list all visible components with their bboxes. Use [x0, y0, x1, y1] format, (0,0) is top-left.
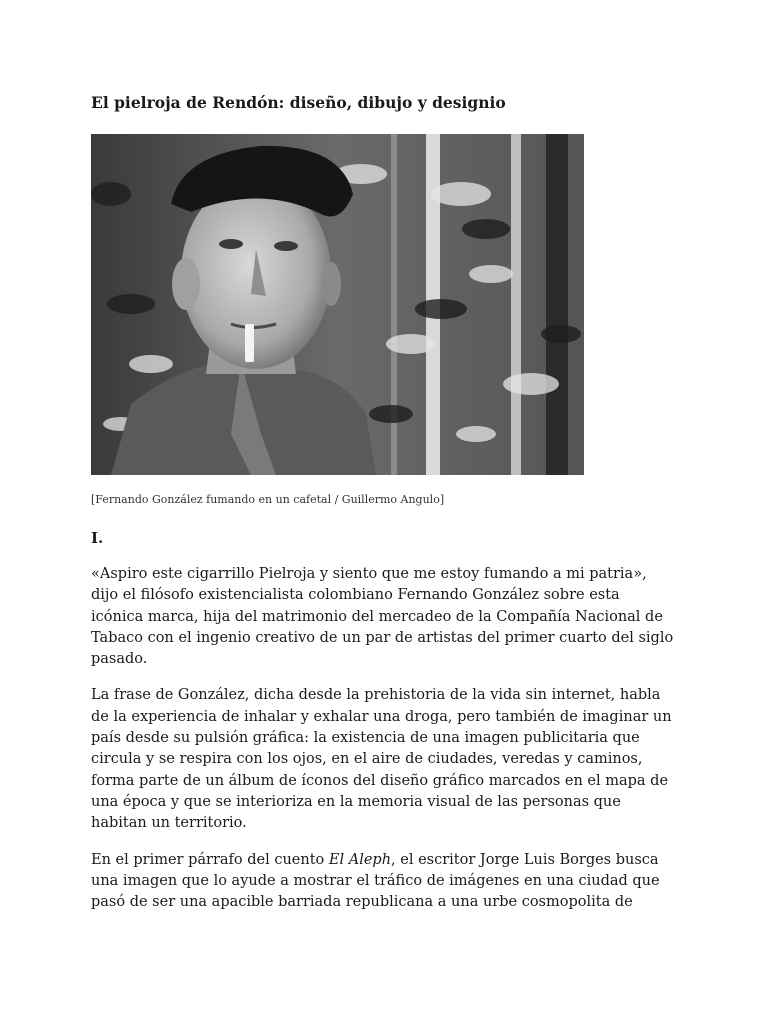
paragraph-2-line: La frase de González, dicha desde la prehistoria de la vida sin internet, habla [91, 687, 661, 704]
paragraph-1-line: pasado. [91, 651, 148, 668]
paragraph-1 [91, 564, 681, 670]
paragraph-1-line: Tabaco con el ingenio creativo de un par de artistas del primer cuarto del siglo [91, 629, 674, 646]
paragraph-2 [91, 685, 681, 834]
article-photo [91, 134, 584, 475]
paragraph-3-text: , el escritor Jorge Luis Borges busca [391, 851, 659, 868]
paragraph-2-line: país desde su pulsión gráfica: la existencia de una imagen publicitaria que [91, 730, 640, 747]
paragraph-1-line: icónica marca, hija del matrimonio del mercadeo de la Compañía Nacional de [91, 608, 663, 625]
paragraph-2-line: una época y que se interioriza en la memoria visual de las personas que [91, 793, 621, 810]
paragraph-2-line: habitan un territorio. [91, 815, 247, 832]
paragraph-2-line: de la experiencia de inhalar y exhalar una droga, pero también de imaginar un [91, 708, 672, 725]
book-title-el-aleph: El Aleph [328, 851, 392, 868]
article [91, 92, 691, 913]
paragraph-3-text: En el primer párrafo del cuento [91, 851, 329, 868]
paragraph-2-line: forma parte de un álbum de íconos del diseño gráfico marcados en el mapa de [91, 772, 669, 789]
article-title: El pielroja de Rendón: diseño, dibujo y designio [91, 93, 506, 112]
paragraph-3-line: pasó de ser una apacible barriada republicana a una urbe cosmopolita de [91, 894, 633, 911]
photo-illustration [91, 134, 584, 475]
section-number: I. [91, 529, 104, 547]
paragraph-3-line: una imagen que lo ayude a mostrar el tráfico de imágenes en una ciudad que [91, 872, 660, 889]
paragraph-3 [91, 850, 681, 914]
paragraph-1-line: «Aspiro este cigarrillo Pielroja y siento que me estoy fumando a mi patria», [91, 566, 647, 582]
paragraph-2-line: circula y se respira con los ojos, en el aire de ciudades, veredas y caminos, [91, 751, 643, 768]
paragraph-3-line [91, 850, 681, 871]
paragraph-1-line: dijo el filósofo existencialista colombiano Fernando González sobre esta [91, 587, 620, 604]
photo-caption: [Fernando González fumando en un cafetal / Guillermo Angulo] [91, 493, 445, 506]
